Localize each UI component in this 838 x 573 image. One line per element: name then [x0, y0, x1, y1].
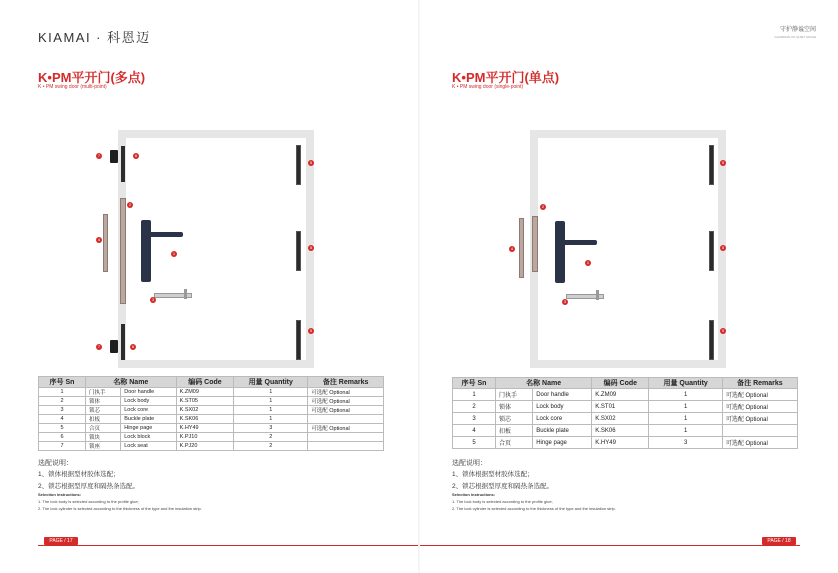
lock-block-top — [121, 146, 125, 182]
cell-name-en: Lock body — [533, 401, 592, 413]
left-notes-line1: 1、锁体根据型材胶体选配； — [38, 471, 120, 478]
cell-name-cn: 锁芯 — [496, 413, 533, 425]
right-notes-en-heading: Selection instructions: — [452, 492, 496, 497]
cell-name-en: Lock core — [533, 413, 592, 425]
table-row — [39, 424, 384, 433]
table-row — [39, 415, 384, 424]
left-marker-7b: 7 — [97, 344, 101, 349]
cell-sn: 1 — [453, 389, 496, 401]
right-notes-en2: 2. The lock cylinder is selected according to the thickness of the type and the insulation strip. — [452, 506, 616, 511]
cell-name-cn: 锁块 — [86, 433, 121, 442]
cell-remark — [722, 425, 797, 437]
cell-name-en: Lock seat — [121, 442, 176, 451]
cell-name-en: Lock block — [121, 433, 176, 442]
right-marker-5a: 5 — [721, 160, 725, 165]
right-page-title: K•PM平开门(单点) — [452, 70, 560, 85]
cell-name-en: Hinge page — [533, 437, 592, 449]
table-row — [39, 388, 384, 397]
slogan-sub: GUARDIAN OF QUIET SPACE — [774, 35, 816, 39]
cell-qty: 2 — [234, 433, 308, 442]
door-handle-lever — [147, 232, 183, 237]
cell-code: K.SK06 — [592, 425, 649, 437]
right-hinge-2 — [709, 231, 714, 271]
cell-remark — [308, 442, 384, 451]
right-marker-5b: 5 — [721, 245, 725, 250]
cell-sn: 7 — [39, 442, 86, 451]
cell-code: K.HY49 — [176, 424, 234, 433]
right-lock-core-cam — [596, 290, 599, 300]
cell-sn: 2 — [453, 401, 496, 413]
left-marker-6b: 6 — [131, 344, 135, 349]
right-marker-5c: 5 — [721, 328, 725, 333]
hinge-3 — [296, 320, 301, 360]
col-code: 编码 Code — [176, 377, 234, 388]
cell-remark: 可选配 Optional — [308, 397, 384, 406]
left-page-number: PAGE / 17 — [44, 537, 78, 545]
cell-remark: 可选配 Optional — [722, 437, 797, 449]
brand-logo: KIAMAI · 科恩迈 — [38, 30, 151, 45]
col-code: 编码 Code — [592, 378, 649, 389]
col-name: 名称 Name — [496, 378, 592, 389]
left-marker-3: 3 — [151, 297, 155, 302]
table-row — [453, 413, 798, 425]
left-notes-heading: 选配说明： — [38, 460, 73, 467]
cell-sn: 5 — [39, 424, 86, 433]
col-remarks: 备注 Remarks — [722, 378, 797, 389]
table-row — [453, 425, 798, 437]
left-marker-5c: 5 — [309, 328, 313, 333]
cell-qty: 1 — [649, 425, 722, 437]
buckle-plate — [103, 214, 108, 272]
right-door-handle-escutcheon — [555, 221, 565, 283]
right-notes-line1: 1、锁体根据型材胶体选配； — [452, 471, 534, 478]
right-notes-heading: 选配说明： — [452, 460, 487, 467]
left-marker-7: 7 — [97, 153, 101, 158]
left-page-title: K•PM平开门(多点) — [38, 70, 146, 85]
cell-code: K.SX02 — [592, 413, 649, 425]
cell-name-en: Buckle plate — [533, 425, 592, 437]
cell-sn: 6 — [39, 433, 86, 442]
cell-code: K.SK06 — [176, 415, 234, 424]
lock-body — [120, 198, 126, 304]
page-gutter — [418, 0, 420, 573]
left-page-subtitle: K • PM swing door (multi-point) — [38, 84, 107, 90]
cell-remark: 可选配 Optional — [308, 406, 384, 415]
cell-sn: 3 — [453, 413, 496, 425]
left-notes-en1: 1. The lock body is selected according to the profile glue; — [38, 499, 139, 504]
cell-code: K.SX02 — [176, 406, 234, 415]
left-marker-4: 4 — [97, 237, 101, 242]
cell-name-en: Buckle plate — [121, 415, 176, 424]
cell-sn: 4 — [39, 415, 86, 424]
right-door-handle-lever — [561, 240, 597, 245]
slogan-text: 守护静谧空间 — [779, 27, 816, 33]
cell-qty: 1 — [234, 388, 308, 397]
lock-seat-top — [110, 150, 118, 163]
cell-code: K.ST01 — [592, 401, 649, 413]
left-marker-1: 1 — [172, 251, 176, 256]
left-notes-en-heading: Selection instructions: — [38, 492, 82, 497]
left-marker-5a: 5 — [309, 160, 313, 165]
left-marker-6: 6 — [134, 153, 138, 158]
cell-qty: 1 — [234, 415, 308, 424]
table-row — [453, 401, 798, 413]
hinge-2 — [296, 231, 301, 271]
lock-block-bottom — [121, 324, 125, 360]
cell-qty: 1 — [649, 413, 722, 425]
right-footer-line — [420, 545, 800, 546]
cell-remark: 可选配 Optional — [722, 401, 797, 413]
right-marker-2: 2 — [541, 204, 545, 209]
cell-name-en: Lock core — [121, 406, 176, 415]
cell-code: K.PJ20 — [176, 442, 234, 451]
lock-seat-bottom — [110, 340, 118, 353]
col-remarks: 备注 Remarks — [308, 377, 384, 388]
cell-name-cn: 锁体 — [496, 401, 533, 413]
cell-code: K.ZM09 — [176, 388, 234, 397]
cell-code: K.ST05 — [176, 397, 234, 406]
right-marker-4: 4 — [510, 246, 514, 251]
lock-core-cam — [184, 289, 187, 299]
door-handle-escutcheon — [141, 220, 151, 282]
cell-qty: 3 — [234, 424, 308, 433]
col-qty: 用量 Quantity — [234, 377, 308, 388]
cell-remark — [308, 433, 384, 442]
left-marker-2: 2 — [128, 202, 132, 207]
col-name: 名称 Name — [86, 377, 177, 388]
cell-name-cn: 扣板 — [86, 415, 121, 424]
left-notes-line2: 2、锁芯根据型厚度和隔热条选配。 — [38, 483, 140, 490]
cell-name-cn: 锁芯 — [86, 406, 121, 415]
cell-qty: 1 — [234, 406, 308, 415]
cell-qty: 3 — [649, 437, 722, 449]
col-sn: 序号 Sn — [39, 377, 86, 388]
cell-name-en: Door handle — [121, 388, 176, 397]
cell-sn: 3 — [39, 406, 86, 415]
table-header-row — [453, 378, 798, 389]
cell-code: K.PJ10 — [176, 433, 234, 442]
table-row — [453, 389, 798, 401]
table-row — [39, 442, 384, 451]
cell-code: K.HY49 — [592, 437, 649, 449]
cell-name-en: Hinge page — [121, 424, 176, 433]
cell-remark: 可选配 Optional — [308, 388, 384, 397]
cell-name-cn: 扣板 — [496, 425, 533, 437]
left-footer-line — [38, 545, 418, 546]
cell-name-cn: 合页 — [86, 424, 121, 433]
cell-sn: 4 — [453, 425, 496, 437]
left-notes-en2: 2. The lock cylinder is selected according to the thickness of the type and the insulation strip. — [38, 506, 202, 511]
cell-sn: 1 — [39, 388, 86, 397]
cell-remark: 可选配 Optional — [722, 389, 797, 401]
cell-qty: 1 — [649, 389, 722, 401]
right-buckle-plate — [519, 218, 524, 278]
right-marker-1: 1 — [586, 260, 590, 265]
right-lock-body — [532, 216, 538, 272]
brand-slogan — [774, 27, 816, 41]
right-parts-table — [452, 377, 798, 449]
cell-sn: 5 — [453, 437, 496, 449]
cell-code: K.ZM09 — [592, 389, 649, 401]
col-qty: 用量 Quantity — [649, 378, 722, 389]
right-marker-3: 3 — [563, 299, 567, 304]
table-row — [453, 437, 798, 449]
table-row — [39, 433, 384, 442]
cell-name-cn: 合页 — [496, 437, 533, 449]
table-row — [39, 406, 384, 415]
right-notes-en1: 1. The lock body is selected according to the profile glue; — [452, 499, 553, 504]
cell-name-cn: 门执手 — [86, 388, 121, 397]
cell-qty: 1 — [649, 401, 722, 413]
cell-remark: 可选配 Optional — [308, 424, 384, 433]
right-hinge-1 — [709, 145, 714, 185]
right-hinge-3 — [709, 320, 714, 360]
table-header-row — [39, 377, 384, 388]
right-page-number: PAGE / 18 — [762, 537, 796, 545]
cell-name-cn: 锁体 — [86, 397, 121, 406]
cell-name-en: Lock body — [121, 397, 176, 406]
left-marker-5b: 5 — [309, 245, 313, 250]
left-parts-table — [38, 376, 384, 451]
col-sn: 序号 Sn — [453, 378, 496, 389]
cell-sn: 2 — [39, 397, 86, 406]
table-row — [39, 397, 384, 406]
cell-remark — [308, 415, 384, 424]
cell-name-cn: 锁座 — [86, 442, 121, 451]
cell-name-cn: 门执手 — [496, 389, 533, 401]
cell-qty: 1 — [234, 397, 308, 406]
cell-name-en: Door handle — [533, 389, 592, 401]
hinge-1 — [296, 145, 301, 185]
cell-remark: 可选配 Optional — [722, 413, 797, 425]
cell-qty: 2 — [234, 442, 308, 451]
right-page-subtitle: K • PM swing door (single-point) — [452, 84, 524, 90]
right-notes-line2: 2、锁芯根据型厚度和隔热条选配。 — [452, 483, 554, 490]
